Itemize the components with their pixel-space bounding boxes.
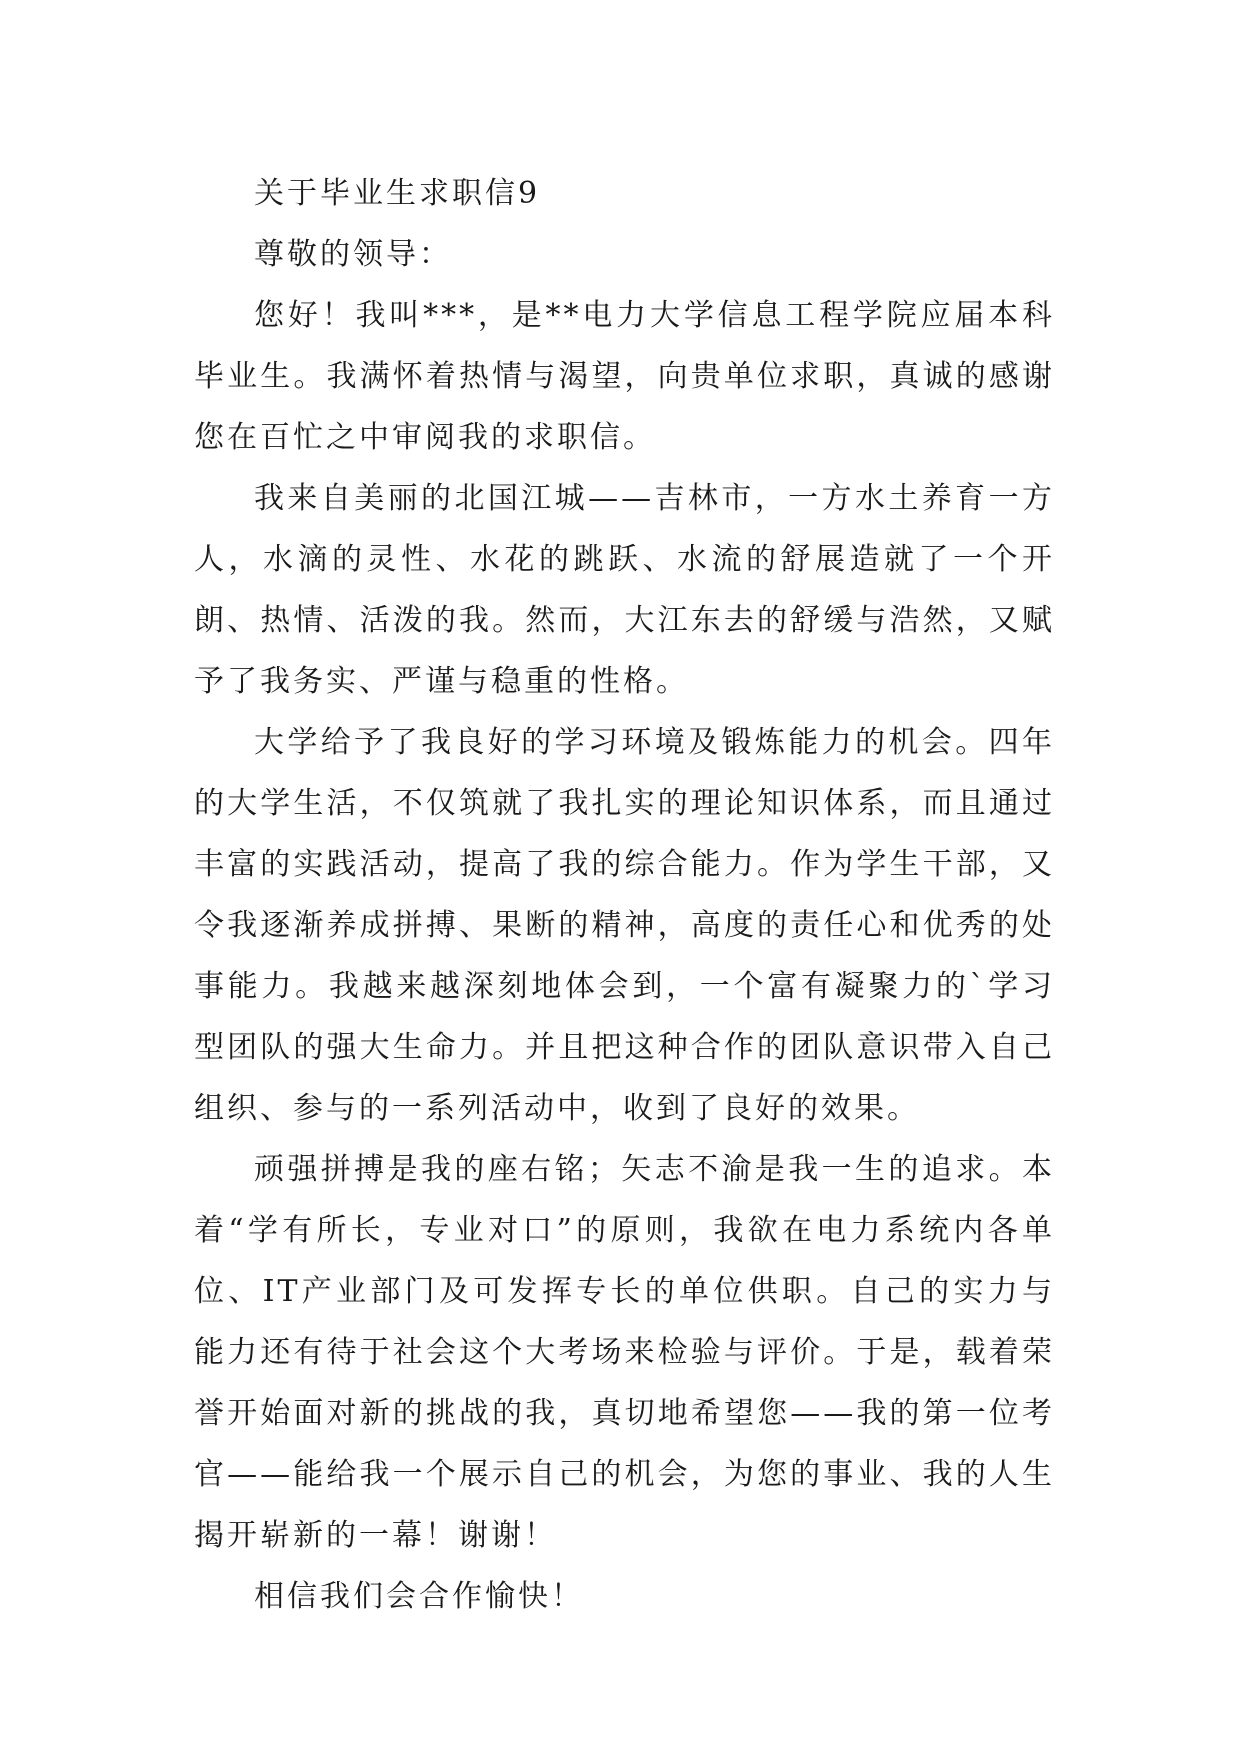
paragraph-motto: 顽强拼搏是我的座右铭；矢志不渝是我一生的追求。本着“学有所长，专业对口”的原则，我欲在电力系统内各单位、IT产业部门及可发挥专长的单位供职。自己的实力与能力还有待于社会这个大考场来检验与评价。于是，载着荣誉开始面对新的挑战的我，真切地希望您——我的第一位考官——能给我一个展示自己的机会，为您的事业、我的人生揭开崭新的一幕！谢谢！ [194, 1152, 1055, 1553]
salutation: 尊敬的领导： [254, 237, 452, 272]
closing-line: 相信我们会合作愉快！ [254, 1579, 584, 1614]
paragraph-background: 我来自美丽的北国江城——吉林市，一方水土养育一方人，水滴的灵性、水花的跳跃、水流的舒展造就了一个开朗、热情、活泼的我。然而，大江东去的舒缓与浩然，又赋予了我务实、严谨与稳重的性格。 [194, 481, 1055, 699]
paragraph-university: 大学给予了我良好的学习环境及锻炼能力的机会。四年的大学生活，不仅筑就了我扎实的理论知识体系，而且通过丰富的实践活动，提高了我的综合能力。作为学生干部，又令我逐渐养成拼搏、果断的精神，高度的责任心和优秀的处事能力。我越来越深刻地体会到，一个富有凝聚力的`学习型团队的强大生命力。并且把这种合作的团队意识带入自己组织、参与的一系列活动中，收到了良好的效果。 [194, 725, 1055, 1126]
document-title: 关于毕业生求职信9 [254, 176, 541, 211]
letter-body [194, 163, 1055, 1627]
paragraph-intro: 您好！我叫***，是**电力大学信息工程学院应届本科毕业生。我满怀着热情与渴望，向贵单位求职，真诚的感谢您在百忙之中审阅我的求职信。 [194, 298, 1055, 455]
